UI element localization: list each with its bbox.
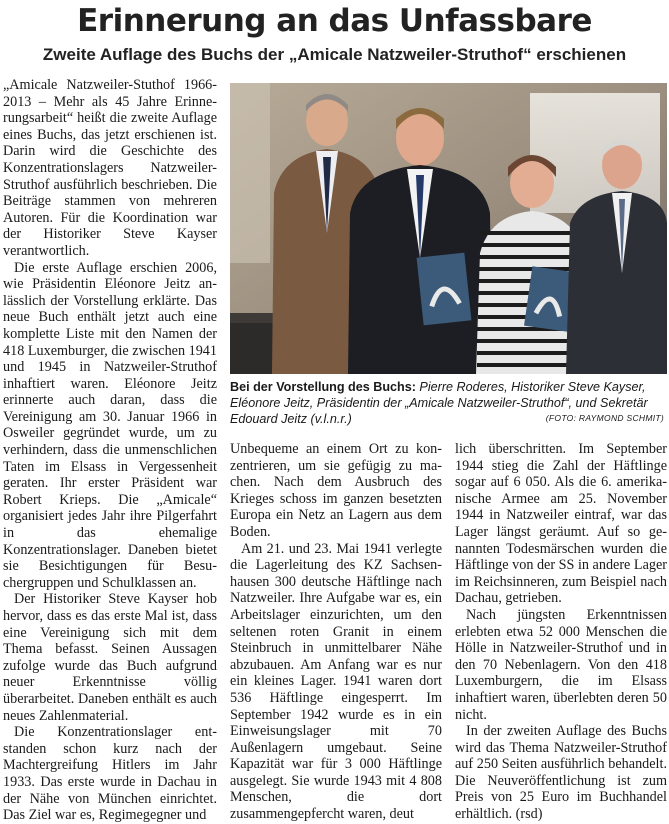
paragraph: Der Historiker Steve Kayser hob hervor, dass es das erste Mal ist, dass eine Vereinigung sich mit dem Thema befasst. Seinen Aussagen zufolge wurde das Buch aufgrund neuer Erkenntnisse völlig überarbeitet. Daneben enthält es auch neues Zahlenmaterial. — [3, 591, 217, 724]
photo-credit: (FOTO: RAYMOND SCHMIT) — [545, 413, 664, 423]
article-photo — [230, 83, 667, 374]
paragraph: Am 21. und 23. Mai 1941 verlegte die Lagerleitung des KZ Sachsenhausen 300 deutsche Häftlinge nach Natzweiler. Ihre Aufgabe war es, ein Arbeitslager einzurichten, um den seltenen roten Granit in einem Steinbruch in unmittelbarer Nähe abzubauen. Am Anfang war es nur ein kleines Lager. 1941 waren dort 536 Häftlinge eingesperrt. Im September 1942 wurde es in ein Einweisungslager mit 70 Außenlagern umgebaut. Seine Kapazität war für 3 000 Häftlinge ausgelegt. Sie wurde 1943 mit 4 808 Menschen, die dort zusammengepfercht waren, deut — [230, 540, 442, 823]
paragraph: In der zweiten Auflage des Buchs wird das Thema Natzweiler-Struthof auf 250 Seiten ausführlich behandelt. Die Neuveröffentlichung ist zum Preis von 25 Euro im Buchhandel erhältlich. (rsd) — [455, 723, 667, 823]
article-headline: Erinnerung an das Unfassbare — [77, 3, 592, 39]
paragraph: Nach jüngsten Erkenntnissen erlebten etwa 52 000 Menschen die Hölle in Natzweiler-Struthof und in den 70 Nebenlagern. Von den 418 Luxemburgern, die im Elsass inhaftiert waren, überlebten deren 50 nicht. — [455, 606, 667, 723]
article-subheadline: Zweite Auflage des Buchs der „Amicale Natzweiler-Struthof“ erschienen — [42, 45, 627, 64]
paragraph: lich überschritten. Im September 1944 stieg die Zahl der Häftlinge sogar auf 6 050. Als die 6. amerikanische Armee am 25. November 1944 in Natzweiler eintraf, war das Lager längst geräumt. Auf so genannten Todesmärschen wurden die Häftlinge von der SS in andere Lager im Reichsinneren, zum Beispiel nach Dachau, getrieben. — [455, 441, 667, 607]
article-column-3 — [455, 441, 667, 823]
paragraph: Die Konzentrationslager entstanden schon kurz nach der Machtergreifung Hitlers im Jahr 1933. Das erste wurde in Dachau in der Nähe von München einrichtet. Das Ziel war es, Regimegegner und — [3, 724, 217, 824]
article-column-1 — [3, 77, 217, 824]
paragraph: Die erste Auflage erschien 2006, wie Präsidentin Eléonore Jeitz anlässlich der Vorstellung erklärte. Das neue Buch enthält jetzt auch eine komplette Liste mit den Namen der 418 Luxemburger, die zwischen 1941 und 1945 in Natzweiler-Struthof inhaftiert waren. Eléonore Jeitz erinnerte auch daran, dass die Vereinigung am 30. Januar 1966 in Osweiler gegründet wurde, um zu verhindern, dass die unmenschlichen Taten im Elsass in Vergessenheit geraten. Ihr erster Präsident war Robert Krieps. Die „Amicale“ organisiert jedes Jahr ihre Pilgerfahrt in das ehemalige Konzentrationslager. Daneben bietet sie Besichtigungen für Besuchergruppen und Schulklassen an. — [3, 259, 217, 591]
paragraph: Unbequeme an einem Ort zu konzentrieren, um sie gefügig zu machen. Nach dem Ausbruch des Krieges schoss im ganzen besetzten Europa ein Netz an Lagern aus dem Boden. — [230, 441, 442, 540]
photo-illustration — [230, 83, 667, 374]
article-column-2 — [230, 441, 442, 823]
paragraph: „Amicale Natzweiler-Stuthof 1966-2013 – Mehr als 45 Jahre Erinnerungsarbeit“ heißt die zweite Auflage eines Buchs, das jetzt erschienen ist. Darin wird die Geschichte des Konzentrationslagers Natzweiler-Struthof ausführlich beschrieben. Die Beiträge stammen von mehreren Autoren. Für die Koordination war der Historiker Steve Kayser verantwortlich. — [3, 77, 217, 259]
caption-lead: Bei der Vorstellung des Buchs: — [230, 380, 416, 394]
caption-body: Pierre Roderes, Historiker Steve Kayser, Eléonore Jeitz, Präsidentin der „Amicale Natzweiler-Struthof“, und Sekretär Edouard Jeitz (v.l.n.r.) — [230, 380, 648, 426]
